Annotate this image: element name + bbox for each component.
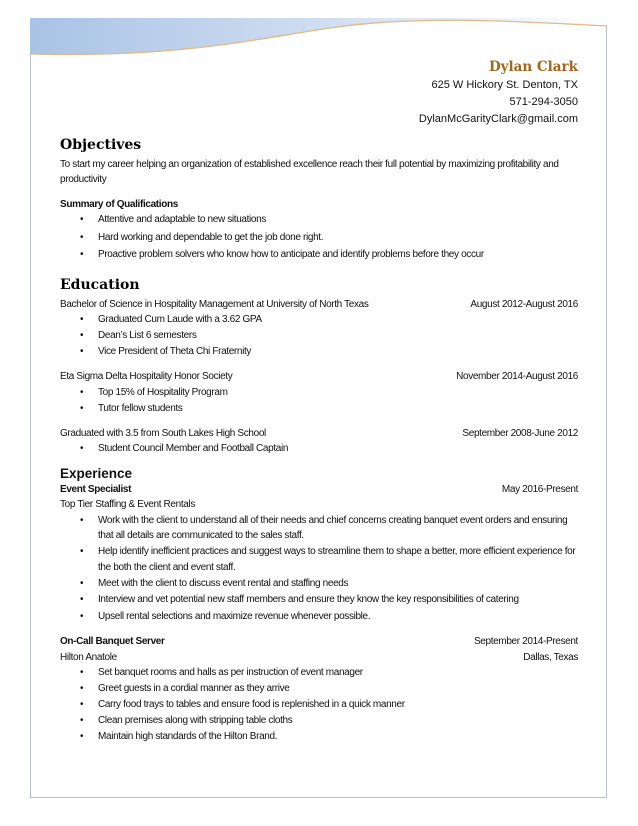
- candidate-name: Dylan Clark: [488, 59, 578, 75]
- list-item: • Dean’s List 6 semesters: [60, 328, 578, 344]
- job-date: May 2016-Present: [501, 483, 578, 495]
- list-item: • Tutor fellow students: [60, 401, 578, 417]
- job-company-row: [60, 497, 578, 513]
- list-item: • Work with the client to understand all of their needs and chief concerns creating banquet event orders and ensuring that all details are communicated to the sales staff.: [60, 513, 578, 544]
- education-details: [60, 312, 578, 360]
- list-item: • Set banquet rooms and halls as per instruction of event manager: [60, 665, 578, 681]
- resume-body: [60, 138, 578, 745]
- contact-header: [419, 59, 578, 128]
- email: DylanMcGarityClark@gmail.com: [418, 113, 578, 125]
- list-item: • Graduated Cum Laude with a 3.62 GPA: [60, 312, 578, 328]
- list-item: • Top 15% of Hospitality Program: [60, 385, 578, 401]
- section-title-experience: Experience: [60, 466, 133, 481]
- job-duties: [60, 513, 578, 625]
- job-title: Event Specialist: [60, 483, 132, 495]
- objective-text: To start my career helping an organization of established excellence reach their full potential by maximizing profitability and productivity: [60, 158, 559, 185]
- education-details: [60, 441, 578, 457]
- education-entry: [60, 297, 578, 313]
- list-item: • Maintain high standards of the Hilton Brand.: [60, 729, 578, 745]
- education-date: November 2014-August 2016: [456, 371, 578, 382]
- list-item: • Student Council Member and Football Captain: [60, 441, 578, 457]
- list-item: • Carry food trays to tables and ensure food is replenished in a quick manner: [60, 697, 578, 713]
- education-name: Bachelor of Science in Hospitality Management at University of North Texas: [60, 298, 369, 310]
- address: 625 W Hickory St. Denton, TX: [431, 79, 578, 91]
- list-item: • Proactive problem solvers who know how to anticipate and identify problems before they occur: [60, 247, 578, 263]
- education-date: August 2012-August 2016: [470, 298, 578, 310]
- list-item: • Help identify inefficient practices and suggest ways to streamline them to shape a better, more efficient experience for the both the client and event staff.: [60, 544, 578, 575]
- job-location: Dallas, Texas: [523, 651, 578, 663]
- list-item: • Vice President of Theta Chi Fraternity: [60, 344, 578, 360]
- job-header: [60, 634, 578, 650]
- section-title-education: Education: [60, 277, 140, 293]
- qualifications-list: [60, 212, 578, 263]
- education-entry: [60, 369, 578, 385]
- list-item: • Attentive and adaptable to new situations: [60, 212, 578, 228]
- education-name: Eta Sigma Delta Hospitality Honor Society: [60, 371, 233, 382]
- education-date: September 2008-June 2012: [462, 427, 578, 439]
- job-company: Top Tier Staffing & Event Rentals: [60, 499, 196, 510]
- section-title-objectives: Objectives: [60, 137, 142, 153]
- education-entry: [60, 426, 578, 442]
- education-details: [60, 385, 578, 417]
- job-duties: [60, 665, 578, 745]
- list-item: • Clean premises along with stripping table cloths: [60, 713, 578, 729]
- list-item: • Upsell rental selections and maximize revenue whenever possible.: [60, 609, 578, 625]
- list-item: • Greet guests in a cordial manner as they arrive: [60, 681, 578, 697]
- job-date: September 2014-Present: [473, 636, 578, 647]
- list-item: • Meet with the client to discuss event rental and staffing needs: [60, 576, 578, 592]
- job-company-row: [60, 650, 578, 666]
- list-item: • Hard working and dependable to get the job done right.: [60, 230, 578, 246]
- education-name: Graduated with 3.5 from South Lakes High School: [60, 427, 266, 439]
- summary-title: Summary of Qualifications: [60, 198, 178, 210]
- job-header: [60, 482, 578, 498]
- list-item: • Interview and vet potential new staff members and ensure they know the key responsibilities of catering: [60, 592, 578, 608]
- job-company: Hilton Anatole: [60, 651, 117, 663]
- job-title: On-Call Banquet Server: [60, 636, 165, 647]
- phone: 571-294-3050: [509, 96, 578, 108]
